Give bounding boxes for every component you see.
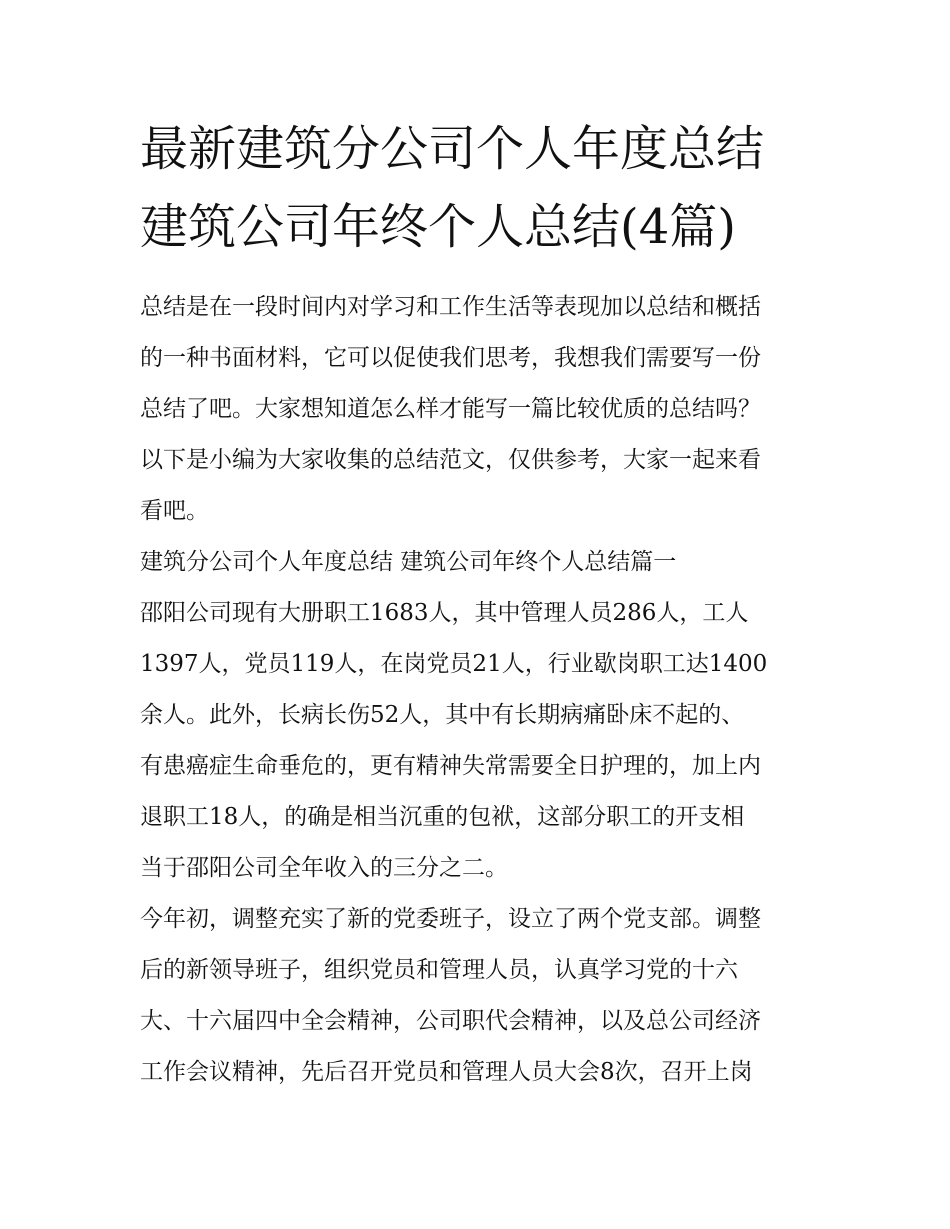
- text-line: 退职工18人，的确是相当沉重的包袱，这部分职工的开支相: [140, 804, 745, 830]
- text-line: 当于邵阳公司全年收入的三分之二。: [140, 855, 508, 881]
- text-line: 建筑分公司个人年度总结 建筑公司年终个人总结篇一: [140, 549, 677, 575]
- text-line: 总结是在一段时间内对学习和工作生活等表现加以总结和概括: [140, 294, 761, 320]
- text-line: 大、十六届四中全会精神，公司职代会精神，以及总公司经济: [140, 1008, 761, 1034]
- section-heading: [140, 537, 815, 588]
- text-line: 余人。此外，长病长伤52人，其中有长期病痛卧床不起的、: [140, 702, 745, 728]
- intro-paragraph: [140, 282, 815, 537]
- title-line-1: 最新建筑分公司个人年度总结: [140, 121, 765, 177]
- document-page: [140, 110, 815, 1098]
- text-line: 今年初，调整充实了新的党委班子，设立了两个党支部。调整: [140, 906, 761, 932]
- text-line: 的一种书面材料，它可以促使我们思考，我想我们需要写一份: [140, 345, 761, 371]
- text-line: 总结了吧。大家想知道怎么样才能写一篇比较优质的总结吗？: [140, 396, 761, 422]
- text-line: 1397人，党员119人，在岗党员21人，行业歇岗职工达1400: [140, 651, 768, 677]
- text-line: 邵阳公司现有大册职工1683人，其中管理人员286人，工人: [140, 600, 749, 626]
- body-paragraph-2: [140, 894, 815, 1098]
- text-line: 有患癌症生命垂危的，更有精神失常需要全日护理的，加上内: [140, 753, 761, 779]
- body-paragraph-1: [140, 588, 815, 894]
- text-line: 后的新领导班子，组织党员和管理人员，认真学习党的十六: [140, 957, 738, 983]
- title-line-2: 建筑公司年终个人总结(4篇): [140, 199, 736, 255]
- document-title: [140, 110, 815, 266]
- text-line: 看吧。: [140, 498, 209, 524]
- text-line: 工作会议精神，先后召开党员和管理人员大会8次，召开上岗: [140, 1059, 753, 1085]
- text-line: 以下是小编为大家收集的总结范文，仅供参考，大家一起来看: [140, 447, 761, 473]
- document-body: [140, 282, 815, 1098]
